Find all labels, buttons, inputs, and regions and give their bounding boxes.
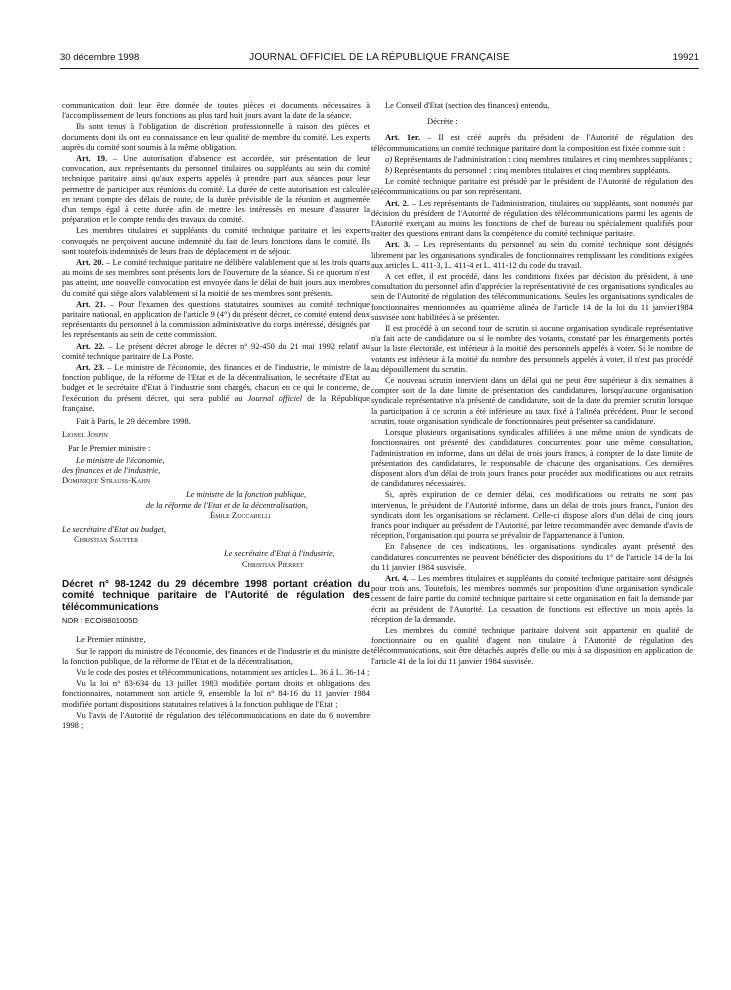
visa: Vu l'avis de l'Autorité de régulation des télécommunications en date du 6 novembre 1998 ;	[62, 709, 370, 731]
minister-eco-2: des finances et de l'industrie,	[62, 464, 161, 475]
page-header	[60, 52, 699, 68]
fait-a-paris: Fait à Paris, le 29 décembre 1998.	[76, 416, 191, 427]
paragraph: Le comité technique paritaire est présidé par le président de l'Autorité de régulation des télécommunications ou par son représentant.	[371, 176, 693, 197]
article-text: – Les membres titulaires et suppléants du comité technique paritaire sont désignés pour trois ans. Toutefois, les membres nommés sur proposition d'une organisation syndicale cessent de faire partie du comité technique paritaire si cette organisation en fait la demande par écrit au président de l'Autorité. La cessation de fonctions est effective un mois après la réception de la demande.	[371, 572, 693, 624]
item-text: Représentants du personnel : cinq membres titulaires et cinq membres suppléants.	[392, 165, 671, 176]
article-1-b	[371, 165, 693, 175]
signature-pm: Lionel Jospin	[62, 429, 108, 440]
article-number: Art. 3.	[385, 239, 411, 250]
nor-reference: NOR : ECOI9801005D	[62, 616, 138, 626]
conseil-etat: Le Conseil d'Etat (section des finances) entendu,	[385, 100, 550, 110]
article-text: – Les représentants de l'administration, titulaires ou suppléants, sont nommés par décision du président de l'Autorité de régulation des télécommunications parmi les agents de l'Autorité exerçant au moins les fonctions de chef de bureau ou spécialement qualifiés pour traiter des questions entrant dans la compétence du comité technique paritaire.	[371, 197, 693, 239]
premier-ministre: Le Premier ministre,	[76, 634, 146, 645]
item-text: Représentants de l'administration : cinq membres titulaires et cinq membres suppléants ;	[392, 153, 693, 164]
minister-fp-name: Émile Zuccarelli	[210, 509, 271, 520]
article-text: – Il est créé auprès du président de l'Autorité de régulation des télécommunications un comité technique paritaire dont la composition est fixée comme suit :	[371, 132, 693, 153]
article-text: – Le comité technique paritaire ne délibère valablement que si les trois quarts au moins de ses membres sont présents lors de l'ouverture de la séance. Si ce quorum n'est pas atteint, une nouvelle convocation est envoyée dans le délai de huit jours aux membres du comité qui siège alors valablement si la moitié de ses membres sont présents.	[62, 257, 370, 298]
visa: Vu le code des postes et télécommunications, notamment ses articles L. 36 à L. 36-14 ;	[76, 667, 370, 678]
journal-officiel: Journal officiel	[247, 392, 303, 403]
article-1	[371, 132, 693, 152]
article-19	[62, 153, 370, 224]
article-1-a	[371, 154, 693, 164]
header-date: 30 décembre 1998	[60, 52, 140, 63]
sec-budget: Le secrétaire d'Etat au budget,	[62, 523, 166, 534]
minister-fp-2: de la réforme de l'Etat et de la décentralisation,	[146, 499, 308, 510]
paragraph: A cet effet, il est procédé, dans les conditions fixées par décision du président, à une consultation du personnel afin d'apprécier la représentativité de ces organisations syndicales au sein de l'Autorité de régulation des télécommunications. Seules les organisations syndicales de fonctionnaires mentionnées au quatrième alinéa de l'article 14 de la loi du 11 janvier1984 susvisée sont habilitées à se présenter.	[371, 271, 693, 322]
article-text: – Le présent décret abroge le décret n° 92-450 du 21 mai 1992 relatif au comité technique paritaire de La Poste.	[62, 340, 371, 361]
article-21	[62, 299, 370, 340]
paragraph: Ils sont tenus à l'obligation de discrétion professionnelle à raison des pièces et documents dont ils ont eu connaissance en leur qualité de membre du comité. Les experts auprès du comité sont soumis à la même obligation.	[62, 121, 370, 152]
sec-industrie: Le secrétaire d'Etat à l'industrie,	[224, 548, 335, 559]
article-text: – Le ministre de l'économie, des finances et de l'industrie, le ministre de la fonction publique, de la réforme de l'Etat et de la décentralisation, le secrétaire d'Etat au budget et le secrétaire d'Etat à l'industrie sont chargés, chacun en ce qui le concerne, de l'exécution du présent décret, qui sera publié au	[62, 362, 370, 403]
minister-fp-1: Le ministre de la fonction publique,	[186, 489, 307, 500]
article-number: Art. 19.	[76, 153, 108, 164]
article-number: Art. 22.	[76, 340, 105, 351]
paragraph: communication doit leur être donnée de toutes pièces et documents nécessaires à l'accomplissement de leurs fonctions au plus tard huit jours avant la date de la séance.	[62, 100, 370, 121]
article-4	[371, 573, 693, 624]
header-rule	[60, 68, 699, 69]
page-number: 19921	[672, 52, 699, 63]
item-label: a)	[385, 153, 393, 164]
paragraph: Si, après expiration de ce dernier délai, ces modifications ou retraits ne sont pas intervenus, le président de l'Autorité informe, dans un délai de trois jours francs, l'union des syndicats dont les organisations se réclament. Celle-ci dispose alors d'un délai de cinq jours francs pour indiquer au président de l'Autorité, par lettre recommandée avec demande d'avis de réception, l'organisation qui pourra se prévaloir de l'appartenance à l'union.	[371, 489, 693, 541]
paragraph: Il est procédé à un second tour de scrutin si aucune organisation syndicale représentative n'a fait acte de candidature ou si le nombre des votants, constaté par les émargements portés sur la liste électorale, est inférieur à la moitié des personnels appelés à voter. Si le nombre de votants est inférieur à la moitié du nombre des personnels appelés à voter, il n'est pas procédé au dépouillement du scrutin.	[371, 323, 693, 374]
sec-budget-name: Christian Sautter	[74, 534, 139, 545]
article-text: – Pour l'examen des questions statutaires soumises au comité technique paritaire national, en application de l'article 9 (4°) du présent décret, ce comité entend deux représentants du personnel à la commission administrative du corps intéressé, désignés par les représentants au sein de cette commission.	[62, 298, 370, 340]
journal-title: JOURNAL OFFICIEL DE LA RÉPUBLIQUE FRANÇAISE	[249, 52, 510, 63]
article-number: Art. 2.	[385, 197, 409, 208]
article-20	[62, 257, 370, 298]
left-column	[62, 100, 370, 731]
article-number: Art. 20.	[76, 257, 104, 268]
par-premier-ministre: Par le Premier ministre :	[68, 442, 151, 453]
article-number: Art. 1er.	[385, 132, 420, 143]
paragraph: En l'absence de ces indications, les organisations syndicales ayant présenté des candidatures concurrentes ne peuvent bénéficier des dispositions du 1° de l'article 14 de la loi du 11 janvier 1984 susvisée.	[371, 541, 693, 572]
visa: Sur le rapport du ministre de l'économie, des finances et de l'industrie et du ministre de la fonction publique, de la réforme de l'Etat et de la décentralisation,	[62, 645, 370, 666]
article-22	[62, 341, 370, 361]
decree-title: Décret n° 98-1242 du 29 décembre 1998 portant création du comité technique paritaire de l'Autorité de régulation des télécommunications	[62, 578, 370, 613]
article-text: – Une autorisation d'absence est accordée, sur présentation de leur convocation, aux représentants du personnel titulaires ou suppléants au sein du comité technique paritaire ainsi qu'aux experts appelés à prendre part aux séances pour leur permettre de participer aux réunions du comité. La durée de cette autorisation est calculée en tenant compte des délais de route, de la durée prévisible de la réunion et augmentée d'un temps égal à cette durée afin de mettre les intéressés en mesure d'assurer la préparation et le compte rendu des travaux du comité.	[62, 153, 370, 225]
paragraph: Ce nouveau scrutin intervient dans un délai qui ne peut être supérieur à dix semaines à compter soit de la date limite de présentation des candidatures, lorsqu'aucune organisation syndicale représentative n'a présenté de candidature, soit de la date du premier scrutin lorsque la participation à ce scrutin a été inférieure au taux fixé à l'alinéa précédent. Pour le second scrutin, toute organisation syndicale de fonctionnaires peut présenter sa candidature.	[371, 375, 693, 426]
article-2	[371, 198, 693, 239]
decrete: Décrète :	[427, 116, 458, 127]
right-column	[371, 100, 693, 667]
article-text: – Les représentants du personnel au sein du comité technique sont désignés librement par les organisations syndicales de fonctionnaires remplissant les conditions exigées aux articles L. 411-3, L. 411-4 et L. 411-12 du code du travail.	[371, 239, 693, 270]
sec-industrie-name: Christian Pierret	[242, 558, 304, 569]
article-number: Art. 21.	[76, 298, 106, 309]
article-number: Art. 23.	[76, 362, 105, 373]
article-text-end: de la République française.	[62, 392, 370, 413]
minister-eco-1: Le ministre de l'économie,	[76, 454, 165, 465]
article-3	[371, 239, 693, 270]
paragraph: Les membres titulaires et suppléants du comité technique paritaire et les experts convoqués ne perçoivent aucune indemnité du fait de leurs fonctions dans le comité. Ils sont toutefois indemnisés de leurs frais de déplacement et de séjour.	[62, 225, 370, 256]
article-23	[62, 362, 370, 413]
visa: Vu la loi n° 83-634 du 13 juillet 1983 modifiée portant droits et obligations des fonctionnaires, notamment son article 9, ensemble la loi n° 84-16 du 11 janvier 1984 modifiée portant dispositions statutaires relatives à la fonction publique de l'Etat ;	[62, 678, 370, 709]
paragraph: Lorsque plusieurs organisations syndicales affiliées à une même union de syndicats de fonctionnaires ont présenté des candidatures concurrentes pour une même consultation, l'administration en informe, dans un délai de trois jours francs, à compter de la date limite de présentation des candidatures, le responsable de chacune des organisations. Ces dernières disposent alors d'un délai de trois jours francs pour procéder aux modifications ou aux retraits de candidatures nécessaires.	[371, 427, 693, 489]
minister-eco-name: Dominique Strauss-Kahn	[62, 475, 151, 486]
item-label: b)	[385, 165, 393, 176]
article-number: Art. 4.	[385, 572, 409, 583]
paragraph: Les membres du comité technique paritaire doivent soit appartenir en qualité de fonctionnaire ou en qualité d'agent non titulaire à l'Autorité de régulation des télécommunications, soit être détachés auprès d'elle ou mis à sa disposition en application de l'article 41 de la loi du 11 janvier 1984 susvisée.	[371, 624, 693, 666]
